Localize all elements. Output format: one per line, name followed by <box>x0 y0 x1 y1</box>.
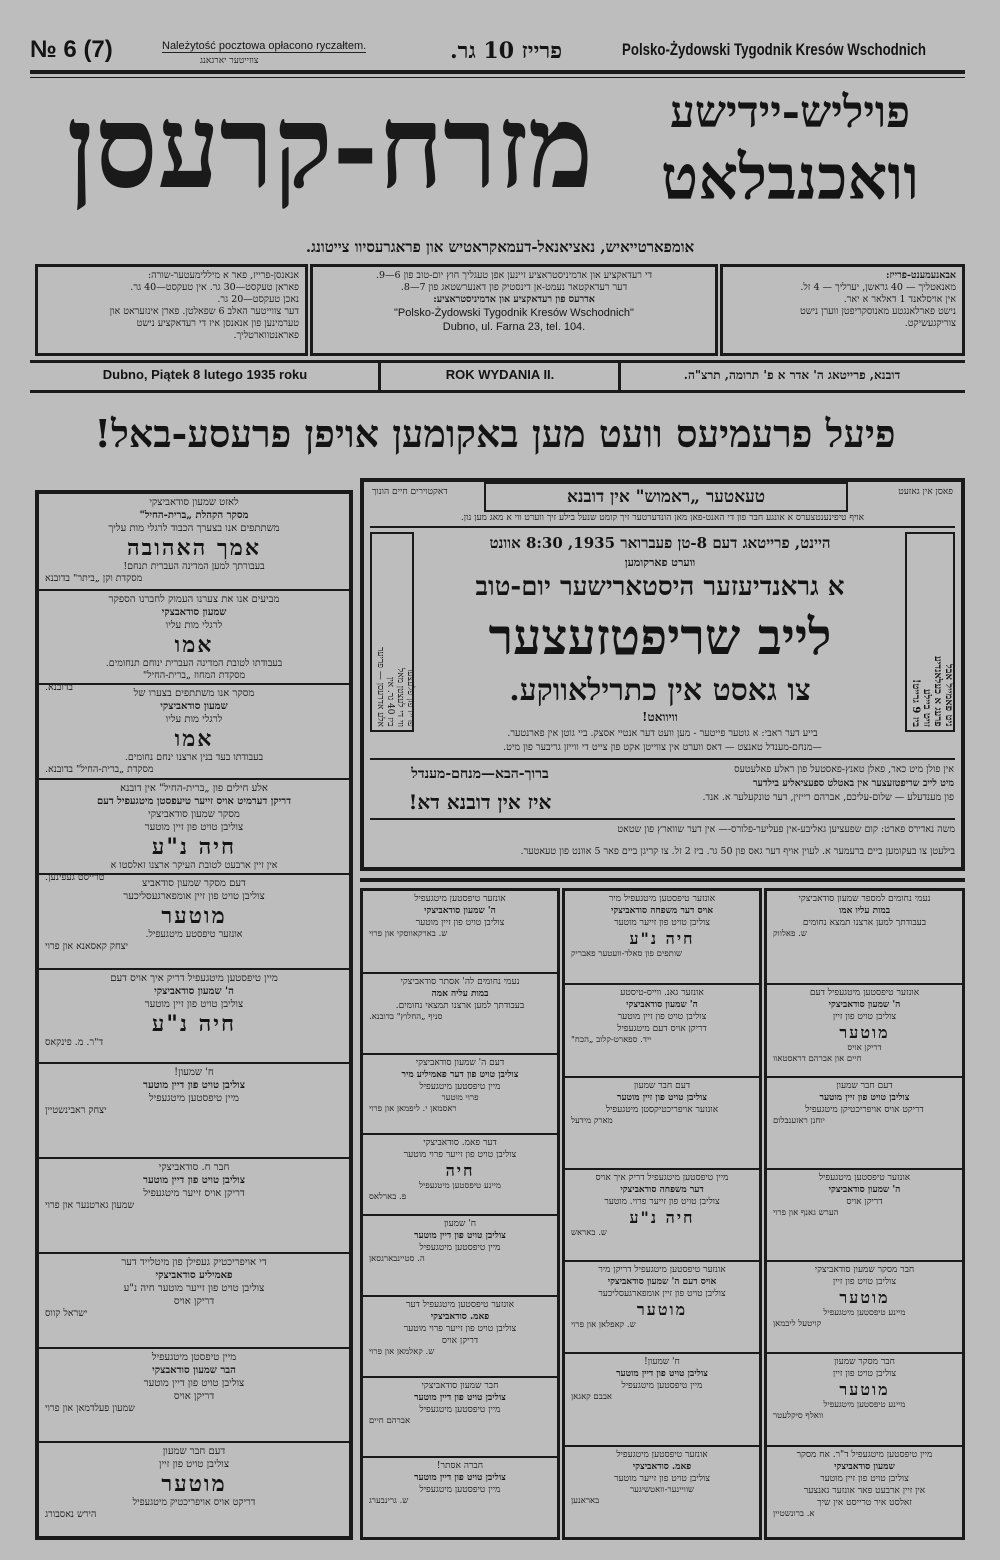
info-line: אדרעס פון רעדאקציע און אדמיניסטראציע: <box>433 294 595 305</box>
polish-title: Polsko-Żydowski Tygodnik Kresów Wschodnich <box>622 40 927 59</box>
theater-rule <box>370 758 955 760</box>
condolence-notice <box>565 1352 759 1444</box>
notice-line: שמעון סודאביצקי <box>834 1461 895 1472</box>
notice-signature: בדובנא. <box>45 681 73 693</box>
notice-line: בעבודתך למען ארצנו תמצאי נחומים. <box>395 1000 525 1011</box>
theater-side-right <box>905 532 955 732</box>
notice-line: צוליבן טויט פון זייער מוטער <box>614 1473 710 1484</box>
notice-line: צוליבן טויט פון זיין מוטער <box>820 1473 909 1484</box>
notice-signature: אונזער טיפסטע מיטגעפיל. <box>145 928 243 940</box>
notice-line: ה' שמעון סודאביצקי <box>828 1000 901 1011</box>
dateline-divider <box>618 363 621 390</box>
info-line: נישט פארלאנגטע מאנוסקריפטן ווערן נישט <box>800 306 956 317</box>
theater-line: משה נאדירס פארט: קום שפעציען גאליבע-אין פעליער-פלורס-— אין דער שווארץ פון שטאט <box>617 824 955 835</box>
theater-line: —מנחם-מענדל טאנצט — דאס ווערט אין צווייטן אקט פון צייט די ווייזן גריבער פון מיט. <box>503 742 822 753</box>
notice-name: אמך האהובה <box>127 535 261 561</box>
condolence-notice <box>363 891 557 972</box>
notice-line: צוליבן טויט פון זיין <box>832 1277 897 1288</box>
theater-corner-left: פאסן אין גאזעט <box>898 487 953 497</box>
notice-signature: מיינע טיפסטען מיטגעפיל <box>823 1400 906 1411</box>
info-line: פאראנטווארטליך. <box>233 330 299 341</box>
notice-line: דריקט אויס אויפריכטיקן מיטגעפיל <box>805 1104 924 1115</box>
notice-line: אויס דעם ה' שמעון סודאביצקי <box>607 1277 717 1288</box>
notice-line: ח' שמעון <box>443 1219 477 1229</box>
side-line: פרעג א כעלאנדיע <box>932 656 943 727</box>
theater-in-dubno: איז אין דובנא דא! <box>408 790 552 814</box>
notice-line: אונזער טיפסטען מיטגעפיל מיר <box>608 894 716 904</box>
title-main: מזרח-קרעסן <box>66 78 594 215</box>
condolence-notice <box>767 983 962 1075</box>
info-address-line: Dubno, ul. Farna 23, tel. 104. <box>442 321 586 333</box>
notice-signature: מיינע טיפסטען מיטגעפיל <box>823 1308 906 1319</box>
notice-name: מוטער <box>161 902 227 929</box>
notice-name: חיה <box>445 1161 475 1181</box>
notice-line: די אויפריכטיק געפילן פון מיטלייד דער <box>121 1256 267 1268</box>
info-line: פאראן טעקסט—30 גר. אין טעקסט—40 גר. <box>130 282 299 293</box>
notice-line: לרגלי מות עליו <box>165 714 223 726</box>
notice-line: חבר ח. סודאביצקי <box>158 1162 230 1174</box>
theater-title: טעאטער „ראמוש" אין דובנא <box>484 482 848 512</box>
notice-line: צוליבן טויט פון דיין מוטער <box>143 1377 245 1389</box>
notice-signature: בעבורתך למען המדינה העברית תנחם! <box>123 561 265 572</box>
theater-line: בילעטן צו בעקומען ביים ברעמער א. לעוין אויף דער גאס פון 50 גר. ביז 2 זל. צו קריגן ביים פאר 5 אוונט פון טעאטער. <box>520 846 955 857</box>
notice-line: דעם חבר שמעון <box>836 1080 893 1091</box>
notice-line: צוליבן טויט פון זייער מוטער <box>614 918 710 928</box>
notice-line: חבר שמעון סודאביצקי <box>421 1380 499 1391</box>
condolence-notice <box>363 1133 557 1214</box>
notice-line: אונזער גאנ. ווייס-טיסטע <box>620 988 704 999</box>
notice-line: פאמ. סודאביצקי <box>632 1461 692 1472</box>
condolence-notice <box>363 1295 557 1376</box>
notice-line: צוליבן טויט פון זיין אומפארגעסליכער <box>598 1289 726 1300</box>
notice-signature: ה. סטיינבארגסאן <box>369 1254 425 1264</box>
info-line: מאנאטליך — 40 גראשן, יערליך — 4 זל. <box>800 282 956 293</box>
notice-line: חבר מסקר שמעון סודאביצקי <box>814 1265 915 1276</box>
notice-signature: שותפים פון סאלד-וועטער פאבריק <box>571 949 683 959</box>
info-address-line: "Polsko-Żydowski Tygodnik Kresów Wschodnich" <box>394 307 634 319</box>
notice-signature: יוחנן ראזענבלום <box>773 1115 825 1126</box>
theater-guest: צו גאסט אין כתרילאווקע. <box>509 673 811 708</box>
notice-line: מיין טיפסטען מיטגעפיל <box>148 1093 239 1105</box>
notice-line: אונזער טיפסטען מיטגעפיל <box>818 1172 911 1183</box>
notice-signature: יצחק ראבינשטיין <box>45 1105 107 1117</box>
notice-line: ח' שמעון! <box>644 1357 680 1368</box>
notice-line: ה' שמעון סודאביצקי <box>828 1184 901 1195</box>
theater-vivat: וויוואט! <box>642 710 678 724</box>
condolence-notice <box>39 1157 349 1252</box>
notice-signature: שמעון פעלדמאן און פרוי <box>45 1402 135 1414</box>
notice-line: אויס דער משפחה סודאביצקי <box>610 906 714 916</box>
notice-line: נעמי נחומים לה' אסתר סודאביצקי <box>400 976 520 987</box>
info-line: דער צווייטער האלב 6 שפאלטן. פארן אינזעראט און <box>109 306 299 317</box>
info-line: אנאנסן-פרייז, פאר א מיללימעטער-שורה: <box>147 270 299 281</box>
info-line: דער רעדאקטאר נעמט-אן דינסטיק פון דאנערשטאג פון 7—8. <box>400 282 628 293</box>
side-line: אלע אדרעסן — פריער <box>375 647 385 727</box>
price: פרייז 10 גר. <box>450 38 563 64</box>
notice-line: במות עליה אמה <box>431 988 489 999</box>
notice-signature: ש. קאפלאן און פרוי <box>571 1320 636 1331</box>
notice-line: חבר מסקר שמעון <box>834 1357 895 1368</box>
notice-signature: דריקן אויס <box>847 1043 882 1054</box>
notice-line: צוליבן טויט פון זייער פרוי. מוטער <box>604 1196 720 1207</box>
dateline-divider <box>378 363 381 390</box>
notice-line: צוליבן טויט פון זיין <box>832 1369 897 1380</box>
notice-line: מיין טיפסטען מיטגעפיל <box>621 1381 703 1392</box>
theater-play-name: לייב שריפטזעצער <box>488 607 832 666</box>
theater-line: בייע דער ראבי: א גוטער פייטער - מען וועט דער אנטיי אסצק. ביי גוטן אין פארנטער. <box>507 728 818 739</box>
notice-line: צוליבן טויט פון זייער פרוי מוטער <box>403 1150 517 1161</box>
notice-signature: פרוי מוטער <box>441 1092 479 1103</box>
notice-line: מיין טיפסטען מיטגעפיל דריק איך אויס <box>595 1172 729 1183</box>
notice-line: שמעון סודאבצקי <box>161 606 227 618</box>
condolence-notice <box>767 1076 962 1168</box>
info-box-center <box>310 264 718 356</box>
notice-name: חיה נ"ע <box>629 929 695 948</box>
notice-line: צוליבן טויט פון זיין מוטער <box>415 918 505 928</box>
notice-line: צוליבן טויט פון זייער מוטער חיה נ"ע <box>123 1282 265 1294</box>
masthead-subtitle: אומפארטייאיש, נאציאנאל-דעמאקראטיש און פראגרעסיוו צייטונג. <box>305 238 695 256</box>
notice-line: הבר שמעון סודאבצקי <box>152 1364 236 1376</box>
condolence-notice <box>767 1352 962 1444</box>
side-line: ניט פאמייל אבל <box>943 664 954 727</box>
info-line: צוריקגעשיקט. <box>904 318 956 329</box>
theater-line: אין פולן מיט כאר, פאלן טאנץ-פאסטעל פון ראלע פאלעטעס <box>734 764 954 775</box>
theater-line: פון מענדעלע — שלום-עליכם, אברהם רייזין, דער טונקעלער א. אנד. <box>702 792 954 803</box>
title-top: פויליש-יידישע <box>669 87 911 138</box>
side-line: זויט ביילע <box>921 689 932 727</box>
notice-line: בעבודתך למען ארצנו תמצא נחומים <box>802 918 927 928</box>
theater-rule <box>370 526 955 528</box>
theater-intro: א גראנדיעזער היסטארישער יום-טוב <box>475 572 845 602</box>
notice-signature: וואלף סיקלעטר <box>773 1411 824 1422</box>
notice-signature: באראנען <box>571 1495 600 1506</box>
notice-signature: פ. בארלאס <box>369 1192 407 1203</box>
notice-signature: דריקט אויס אויפריכטיק מיטגעפיל <box>132 1497 256 1509</box>
notice-line: דעם חבר שמעון <box>162 1446 226 1458</box>
info-line: טערמינען פון אנאנסן איז די רעדאקציע נישט <box>136 318 299 329</box>
notice-signature: שמעון גארטנער און פרוי <box>45 1200 135 1212</box>
notice-line: אלע חילים פון „ברית-החיל" אין דובנא <box>120 783 268 795</box>
notice-line: אונזער טיפסטען מיטגעפיל דריקן מיר <box>598 1265 726 1276</box>
condolence-notice <box>767 1260 962 1352</box>
notice-line: צוליבן טויט פון דיין מוטער <box>414 1473 506 1484</box>
condolence-notice <box>39 873 349 968</box>
notice-line: מיין טיפסטען מיטגעפיל ד"ר. אח מסקר <box>796 1449 933 1460</box>
notice-name: מוטער <box>161 1471 227 1498</box>
notice-line: צוליבן טויט פון זיין <box>158 1459 230 1471</box>
theater-side-left <box>370 532 414 732</box>
notice-line: דריקן אויס <box>173 1295 215 1307</box>
condolence-notice <box>565 1076 759 1168</box>
notice-signature: מסקדת המחוז „ברית-החיל" <box>142 669 246 681</box>
side-line: ווי די לעצטן מאל <box>395 668 405 727</box>
notice-signature: אין זיין ארבעט לטובת העיקר ארצנו זאלסטו א <box>110 860 278 872</box>
condolence-notice <box>363 1053 557 1134</box>
notice-signature: הירש נאסבורג <box>45 1509 97 1521</box>
notice-line: דריקן אויס דעם מיטגעפיל <box>617 1024 707 1035</box>
condolence-notice <box>565 891 759 983</box>
notice-line: צוליבן טויט פון דיין מוטער <box>414 1231 506 1241</box>
notice-line: צוליבן טויט פון זייער פרוי מוטער <box>403 1323 517 1334</box>
dateline-right: דובנא, פרייטאג ה' אדר א פ' תרומה, תרצ"ה. <box>683 368 901 382</box>
condolence-notice <box>565 1168 759 1260</box>
notice-signature: שוויינער-וואטשיגער <box>629 1484 695 1495</box>
condolence-notice <box>39 1347 349 1442</box>
notice-signature: מסקדת „ברית-החיל" בדובנא. <box>45 764 154 776</box>
notice-signature: א. ברונשטיין <box>773 1508 815 1519</box>
notice-signature: מיינע טיפסטען מיטגעפיל <box>419 1181 501 1192</box>
notice-line: דריקן אויס <box>441 1335 479 1346</box>
side-line: ביז 40 גר. אין <box>385 677 395 727</box>
notice-signature: אבבם קאגאן <box>571 1392 613 1403</box>
condolence-notice <box>767 891 962 983</box>
notice-line: צוליבן טויט פון דיין מוטער <box>616 1369 708 1380</box>
notice-name: אמו <box>174 726 214 753</box>
notice-line: אונזער אויפריכטיקסטן מיטגעפיל <box>605 1104 719 1115</box>
notice-signature: ישראל קווס <box>45 1307 88 1319</box>
notice-name: מוטער <box>839 1288 890 1308</box>
notice-signature: ד"ר. מ. פינקאס <box>45 1036 104 1048</box>
notice-line: צוליבן טויט פון זיין מוטער <box>819 1092 910 1103</box>
notice-line: מיין טיפסטען מיטגעפיל <box>419 1404 501 1415</box>
notice-line: אונזער טיפסטען מיטגעפיל דעם <box>809 988 920 999</box>
notice-line: חברה אסתר! <box>436 1461 484 1472</box>
left-condolence-column <box>35 490 353 1540</box>
notice-signature: ש. באראש <box>571 1227 607 1238</box>
condolence-notice <box>39 778 349 884</box>
notice-name: מוטער <box>839 1023 890 1043</box>
grid-column-left <box>360 888 560 1540</box>
notice-line: ה' שמעון סודאביצקי <box>154 985 234 997</box>
info-box-left <box>35 264 308 356</box>
notice-line: אין זיין ארבעט פאר אונזער גאנצער <box>803 1485 926 1496</box>
condolence-notice <box>363 1214 557 1295</box>
info-line: נאכן טעקסט—20 גר. <box>217 294 299 305</box>
notice-signature: ש. בארקאווסקי און פרוי <box>369 929 448 939</box>
notice-line: אונזער טיפסטען מיטגעפיל <box>616 1449 708 1460</box>
theater-line: מיט לייב שריפטזעצער אין באטלט ספעציאליע בילדער <box>752 778 954 789</box>
notice-line: צוליבן טויט פון זיין <box>832 1012 897 1023</box>
condolence-notice <box>363 1376 557 1457</box>
info-box-right <box>720 264 965 356</box>
notice-signature: הערש גאנף און פרוי <box>773 1207 839 1218</box>
dateline-bottom-rule <box>30 390 965 393</box>
notice-line: זאלסט איר טרייסט אין שיך <box>817 1497 912 1508</box>
notice-line: דעם מסקר שמעון סודאביצ <box>142 877 246 889</box>
notice-signature: סניף „החלוץ" בדובנא. <box>369 1011 443 1022</box>
notice-line: דער פאמ. סודאביצקי <box>423 1138 497 1149</box>
notice-line: ח' שמעון! <box>174 1067 214 1079</box>
grid-column-center <box>562 888 762 1540</box>
notice-signature: חיים און אברהם דראסטאוו <box>773 1054 862 1065</box>
headline: פיעל פרעמיעס וועט מען באקומען אויפן פרעסע-באל! <box>94 411 896 456</box>
notice-line: צוליבן טויט פון זיין מוטער <box>617 1012 707 1023</box>
notice-signature: יצחק קאסאנא און פרוי <box>45 940 129 952</box>
condolence-notice <box>565 1260 759 1352</box>
notice-line: במות עליו אמו <box>838 906 891 916</box>
postage-note: Należytość pocztowa opłacono ryczałtem. <box>162 40 367 52</box>
notice-line: דער משפחה סודאביצקי <box>620 1184 704 1195</box>
notice-signature: קויטעל ליבמאן <box>773 1319 822 1330</box>
info-line: די רעדאקציע און אדמיניסטראציע זיינען אפן טעגליך חוץ יום-טוב פון 6—9. <box>375 270 653 281</box>
notice-line: צוליבן טויט פון דיין מוטער <box>143 1175 245 1187</box>
side-line: ביז 9 גרייט! <box>910 678 921 727</box>
condolence-notice <box>565 983 759 1075</box>
dateline-center: ROK WYDANIA II. <box>445 367 555 382</box>
notice-line: דריקן דערמיט אויס זייער טיעפסטן מיטגעפיל דעם <box>96 796 292 808</box>
dateline-top-rule <box>30 360 965 363</box>
condolence-notice <box>39 683 349 778</box>
notice-line: שמעון סודאביצקי <box>160 701 228 713</box>
notice-line: מיין טיפסטען מיטגעפיל <box>419 1081 501 1092</box>
notice-line: אונזער טיפסטען מיטגעפיל <box>414 894 506 904</box>
theater-note: אויף טיפינענטצערס א אונגע חבר פון די האנט-פאן מאן הונדערטער זיך קומט שנעל בילע זיך ווערט ווי א מאג מען נון. <box>460 513 865 523</box>
theater-corner-right: דאקטוירים חיים הונוך <box>372 487 448 497</box>
notice-signature: ייד. ספארט-קלוב „הכח" <box>571 1035 652 1046</box>
notice-line: צוליבן טויט פון דיין מוטער <box>143 1080 245 1092</box>
notice-name: מוטער <box>839 1380 890 1400</box>
notice-line: ה' שמעון סודאביצקי <box>424 906 496 916</box>
notice-line: דעם חבר שמעון <box>633 1080 691 1091</box>
condolence-notice <box>767 1168 962 1260</box>
side-line: פרייז פון פלעצער <box>405 667 415 727</box>
theater-rule <box>370 818 955 820</box>
condolence-notice <box>39 1062 349 1157</box>
notice-line: אונזער טיפסטען מיטגעפיל דער <box>405 1299 514 1310</box>
notice-signature: ש. פאלווק <box>773 929 807 939</box>
notice-line: משתתפים אנו בצערך הכבוד לרגלי מות עליך <box>108 523 280 534</box>
notice-line: לאזט שמעון סודאביצקי <box>149 497 239 508</box>
condolence-notice <box>39 589 349 693</box>
notice-line: דריקן אויס <box>846 1196 883 1207</box>
info-line: אין אויסלאנד 1 דאלאר א יאר. <box>843 294 956 305</box>
notice-line: מיין טיפסטען מיטגעפיל <box>419 1485 501 1496</box>
grid-column-right <box>764 888 965 1540</box>
notice-line: פאמ. סודאביצקי <box>430 1311 490 1322</box>
notice-signature: ראסמאן י. ליפמאן און פרוי <box>369 1103 457 1114</box>
notice-line: צוליבן טויט פון זיין מוטער <box>144 998 244 1010</box>
condolence-notice <box>363 972 557 1053</box>
notice-signature: בעבודתו לטובת המדינה העברית ינוחם תנחומים. <box>105 657 283 669</box>
notice-name: חיה נ"ע <box>151 1010 237 1037</box>
notice-line: מיין טיפסטען מיטגעפיל דריק איך אויס דעם <box>110 972 278 984</box>
condolence-notice <box>363 1456 557 1537</box>
notice-line: דריקן אויס <box>173 1390 215 1402</box>
notice-name: חיה נ"ע <box>151 834 237 861</box>
notice-line: מיין טיפסטען מיטגעפיל <box>419 1243 501 1253</box>
theater-ad <box>360 478 965 871</box>
condolence-notice <box>39 968 349 1063</box>
dateline-left: Dubno, Piątek 8 lutego 1935 roku <box>102 367 308 382</box>
theater-baruch: ברוך-הבא—מנחם-מענדל <box>411 766 549 782</box>
condolence-notice <box>39 494 349 589</box>
notice-line: דריקן אויס זייער מיטגעפיל <box>143 1188 245 1200</box>
notice-signature: מארק מידעל <box>571 1115 613 1126</box>
issue-number: № 6 (7) <box>30 36 113 63</box>
notice-name: מוטער <box>636 1300 688 1320</box>
condolence-notice <box>39 1441 349 1536</box>
notice-line: מסקר שמעון סודאביצקי <box>148 809 240 821</box>
notice-line: צוליבן טויט פון דער פאמיליע מיר <box>401 1069 519 1080</box>
notice-signature: ש. גרינבערג <box>369 1496 409 1507</box>
condolence-notice <box>767 1445 962 1537</box>
notice-line: מסקר הקהלת „ברית-החיל" <box>139 510 249 521</box>
title-wochenblat: וואכנבלאט <box>660 141 920 214</box>
info-line: אבאנעמענט-פרייז: <box>886 270 956 281</box>
notice-line: צוליבן טויט פון זיין מוטער <box>617 1092 707 1103</box>
notice-line: מסקר אנו משתתפים בצערו של <box>133 688 255 700</box>
grid-top-rule <box>360 878 965 882</box>
notice-line: דעם ה' שמעון סודאביצקי <box>415 1057 505 1068</box>
notice-name: אמו <box>174 631 214 658</box>
notice-line: נעמי נחומים למספר שמעון סודאביצקי <box>798 894 931 904</box>
notice-line: פאמיליע סודאביצקי <box>155 1269 233 1281</box>
notice-signature: אברהם חיים <box>369 1415 411 1426</box>
notice-signature: בעבודתו בעד בנין ארצנו ינחם נחומים. <box>124 752 264 764</box>
notice-line: לרגלי מות עליו <box>165 619 223 631</box>
condolence-notice <box>39 1252 349 1347</box>
notice-line: מיין טיפסטן מיטגעפיל <box>151 1351 237 1363</box>
theater-perf: ווערט פארקומען <box>624 556 696 569</box>
notice-line: ה' שמעון סודאביצקי <box>626 1000 698 1011</box>
censor-note: צוזייטער יארגאנג <box>200 56 259 66</box>
notice-name: חיה נ"ע <box>629 1207 695 1227</box>
notice-line: מביעים אנו את צערנו העמוק לחברנו הספקר <box>108 593 280 605</box>
notice-line: צוליבן טויט פון זיין אומפארגעסליכער <box>123 890 265 902</box>
notice-signature: מסקדת וקן „ביתר" בדובנא <box>45 573 143 584</box>
notice-signature: ש. קאלמאן און פרוי <box>369 1346 435 1357</box>
notice-line: צוליבן טויט פון דיין מוטער <box>414 1392 506 1403</box>
condolence-notice <box>565 1445 759 1537</box>
theater-date: היינט, פרייטאג דעם 8-טן פעברואר 1935, 8:30 אוונט <box>489 534 831 552</box>
notice-line: צוליבן טויט פון זיין מוטער <box>144 822 244 834</box>
notice-signature: טרייסט געפינען. <box>45 872 105 884</box>
